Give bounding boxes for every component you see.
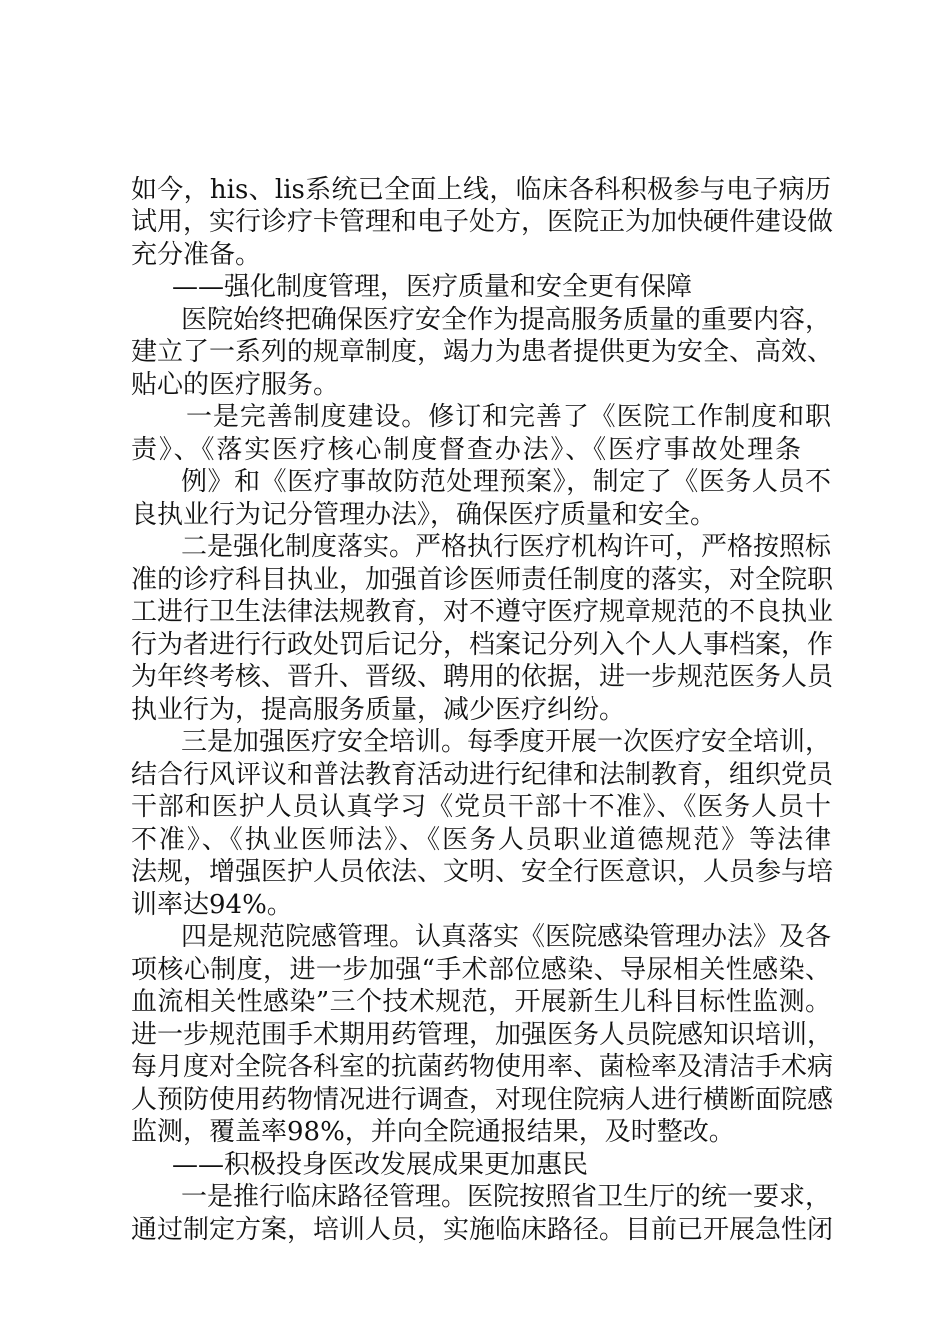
text-line: 一是推行临床路径管理。医院按照省卫生厅的统一要求， bbox=[181, 1182, 832, 1212]
text-line: 人预防使用药物情况进行调查，对现住院病人进行横断面院感 bbox=[131, 1085, 834, 1115]
text-line: 执业行为，提高服务质量，减少医疗纠纷。 bbox=[131, 695, 626, 725]
text-line: 四是规范院感管理。认真落实《医院感染管理办法》及各 bbox=[181, 922, 832, 952]
text-line: 监测，覆盖率98%，并向全院通报结果，及时整改。 bbox=[131, 1117, 735, 1147]
text-line: 每月度对全院各科室的抗菌药物使用率、菌检率及清洁手术病 bbox=[131, 1052, 834, 1082]
text-line: 准的诊疗科目执业，加强首诊医师责任制度的落实，对全院职 bbox=[131, 565, 834, 595]
text-line: 责》、《落实医疗核心制度督查办法》、《医疗事故处理条 bbox=[131, 435, 801, 465]
text-line: 三是加强医疗安全培训。每季度开展一次医疗安全培训， bbox=[181, 727, 832, 757]
text-line: 工进行卫生法律法规教育，对不遵守医疗规章规范的不良执业 bbox=[131, 597, 834, 627]
text-line: 如今，his、lis系统已全面上线，临床各科积极参与电子病历 bbox=[131, 175, 831, 205]
text-line: 建立了一系列的规章制度，竭力为患者提供更为安全、高效、 bbox=[131, 337, 834, 367]
text-line: 二是强化制度落实。严格执行医疗机构许可，严格按照标 bbox=[181, 532, 832, 562]
text-line: 通过制定方案，培训人员，实施临床路径。目前已开展急性闭 bbox=[131, 1215, 834, 1245]
text-line: 项核心制度，进一步加强“手术部位感染、导尿相关性感染、 bbox=[131, 955, 831, 985]
text-line: 充分准备。 bbox=[131, 240, 262, 270]
text-line: 结合行风评议和普法教育活动进行纪律和法制教育，组织党员 bbox=[131, 760, 834, 790]
text-line: 干部和医护人员认真学习《党员干部十不准》、《医务人员十 bbox=[131, 792, 831, 822]
text-line: 训率达94%。 bbox=[131, 890, 293, 920]
text-line: 血流相关性感染”三个技术规范，开展新生儿科目标性监测。 bbox=[131, 987, 831, 1017]
text-line: 为年终考核、晋升、晋级、聘用的依据，进一步规范医务人员 bbox=[131, 662, 834, 692]
text-line: 试用，实行诊疗卡管理和电子处方，医院正为加快硬件建设做 bbox=[131, 207, 834, 237]
text-line: 例》和《医疗事故防范处理预案》，制定了《医务人员不 bbox=[181, 467, 831, 497]
section-heading: ——强化制度管理，医疗质量和安全更有保障 bbox=[172, 272, 693, 302]
text-line: 医院始终把确保医疗安全作为提高服务质量的重要内容， bbox=[181, 305, 832, 335]
text-line: 良执业行为记分管理办法》，确保医疗质量和安全。 bbox=[131, 500, 717, 530]
text-line: 不准》、《执业医师法》、《医务人员职业道德规范》等法律 bbox=[131, 825, 831, 855]
text-line: 进一步规范围手术期用药管理，加强医务人员院感知识培训， bbox=[131, 1020, 834, 1050]
text-line: 贴心的医疗服务。 bbox=[131, 370, 340, 400]
text-line: 法规，增强医护人员依法、文明、安全行医意识，人员参与培 bbox=[131, 857, 834, 887]
text-line: 行为者进行行政处罚后记分，档案记分列入个人人事档案，作 bbox=[131, 630, 834, 660]
section-heading: ——积极投身医改发展成果更加惠民 bbox=[172, 1150, 589, 1180]
text-line: 一是完善制度建设。修订和完善了《医院工作制度和职 bbox=[186, 402, 831, 432]
